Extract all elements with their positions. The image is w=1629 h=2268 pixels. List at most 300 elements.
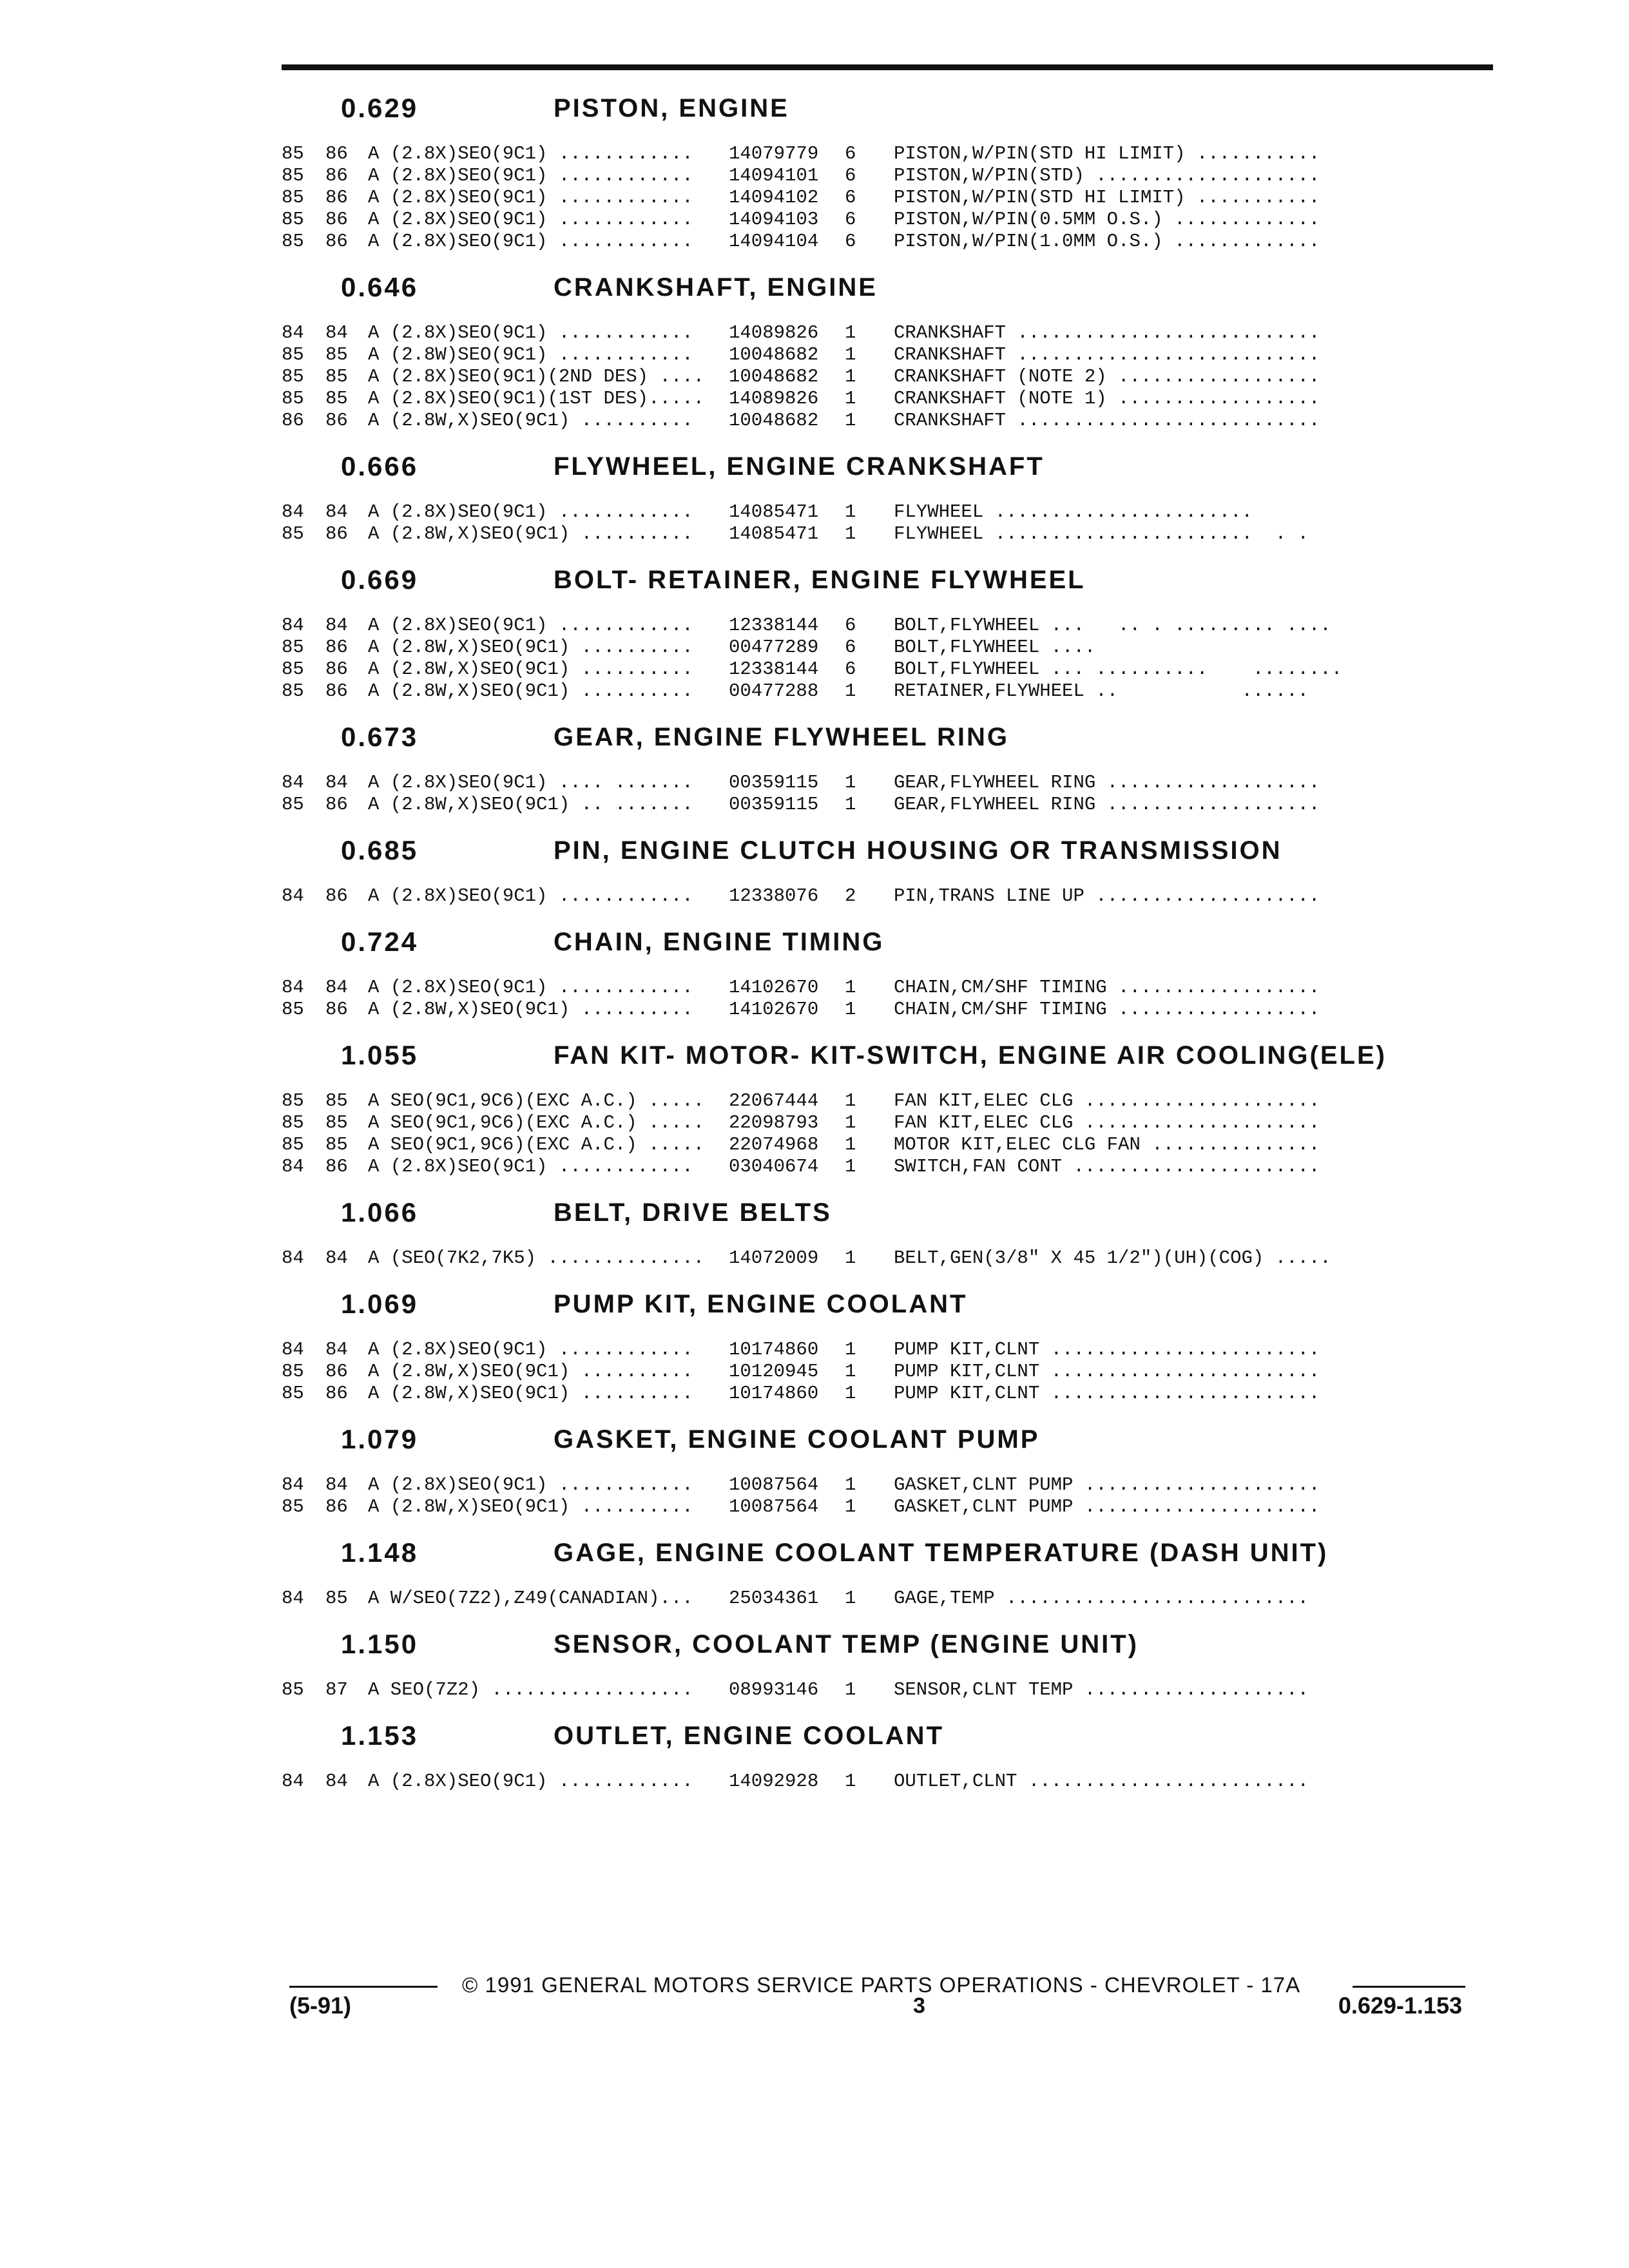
application: A SEO(9C1,9C6)(EXC A.C.) ..... — [368, 1090, 705, 1111]
part-number: 00359115 — [729, 794, 819, 815]
part-description: MOTOR KIT,ELEC CLG FAN ............... — [894, 1134, 1320, 1155]
part-number: 14085471 — [729, 501, 819, 523]
section-title: SENSOR, COOLANT TEMP (ENGINE UNIT) — [554, 1630, 1139, 1658]
section-heading — [282, 1718, 1493, 1754]
parts-table — [282, 772, 1493, 816]
year-to: 86 — [325, 143, 348, 164]
year-from: 84 — [282, 772, 304, 793]
year-to: 86 — [325, 1383, 348, 1404]
section-title: CHAIN, ENGINE TIMING — [554, 928, 885, 956]
part-number: 22067444 — [729, 1090, 819, 1111]
part-number: 12338144 — [729, 615, 819, 636]
part-number: 12338144 — [729, 658, 819, 680]
part-number: 10048682 — [729, 344, 819, 365]
year-from: 84 — [282, 322, 304, 343]
table-row — [282, 1361, 1493, 1383]
part-description: PISTON,W/PIN(STD HI LIMIT) ........... — [894, 143, 1320, 164]
part-description: FAN KIT,ELEC CLG ..................... — [894, 1112, 1320, 1133]
section-number: 0.685 — [341, 835, 419, 865]
section-number: 1.150 — [341, 1629, 419, 1659]
year-to: 84 — [325, 322, 348, 343]
application: A (2.8X)SEO(9C1)(2ND DES) .... — [368, 366, 705, 387]
part-description: CRANKSHAFT ........................... — [894, 344, 1320, 365]
section-title: BOLT- RETAINER, ENGINE FLYWHEEL — [554, 566, 1086, 594]
part-description: SENSOR,CLNT TEMP .................... — [894, 1679, 1309, 1700]
year-from: 85 — [282, 231, 304, 252]
year-from: 85 — [282, 187, 304, 208]
table-row — [282, 1771, 1493, 1792]
table-row — [282, 344, 1493, 366]
parts-section — [282, 1037, 1493, 1178]
application: A (2.8W,X)SEO(9C1) .......... — [368, 523, 693, 544]
table-row — [282, 366, 1493, 388]
table-row — [282, 187, 1493, 209]
part-description: CHAIN,CM/SHF TIMING .................. — [894, 977, 1320, 998]
quantity: 1 — [845, 977, 856, 998]
section-title: PUMP KIT, ENGINE COOLANT — [554, 1290, 968, 1318]
year-from: 85 — [282, 658, 304, 680]
application: A (2.8X)SEO(9C1) ............ — [368, 885, 693, 907]
footer-section-range: 0.629-1.153 — [1338, 1992, 1462, 2019]
year-from: 84 — [282, 1588, 304, 1609]
year-from: 85 — [282, 1361, 304, 1382]
year-to: 85 — [325, 1090, 348, 1111]
parts-section — [282, 1195, 1493, 1269]
section-title: CRANKSHAFT, ENGINE — [554, 273, 878, 302]
parts-table — [282, 1771, 1493, 1792]
quantity: 1 — [845, 772, 856, 793]
table-row — [282, 231, 1493, 253]
part-number: 14089826 — [729, 322, 819, 343]
year-from: 85 — [282, 1496, 304, 1517]
part-description: OUTLET,CLNT ......................... — [894, 1771, 1309, 1792]
table-row — [282, 977, 1493, 999]
parts-section — [282, 832, 1493, 907]
application: A (2.8W,X)SEO(9C1) .......... — [368, 999, 693, 1020]
quantity: 6 — [845, 658, 856, 680]
year-from: 84 — [282, 615, 304, 636]
part-description: PISTON,W/PIN(STD) .................... — [894, 165, 1320, 186]
table-row — [282, 999, 1493, 1021]
quantity: 1 — [845, 388, 856, 409]
year-to: 86 — [325, 885, 348, 907]
table-row — [282, 1496, 1493, 1518]
year-to: 86 — [325, 410, 348, 431]
year-from: 86 — [282, 410, 304, 431]
year-to: 86 — [325, 637, 348, 658]
quantity: 1 — [845, 1134, 856, 1155]
part-number: 12338076 — [729, 885, 819, 907]
table-row — [282, 165, 1493, 187]
year-from: 84 — [282, 977, 304, 998]
year-to: 85 — [325, 1112, 348, 1133]
section-heading — [282, 562, 1493, 598]
section-heading — [282, 719, 1493, 755]
part-description: CRANKSHAFT ........................... — [894, 322, 1320, 343]
year-to: 85 — [325, 388, 348, 409]
table-row — [282, 523, 1493, 545]
parts-section — [282, 1535, 1493, 1610]
application: A (2.8X)SEO(9C1)(1ST DES)..... — [368, 388, 705, 409]
footer-rule-right — [1353, 1986, 1465, 1988]
application: A (2.8W,X)SEO(9C1) .......... — [368, 637, 693, 658]
quantity: 1 — [845, 1383, 856, 1404]
table-row — [282, 637, 1493, 658]
section-heading — [282, 832, 1493, 869]
section-number: 1.066 — [341, 1197, 419, 1227]
year-from: 85 — [282, 794, 304, 815]
section-number: 0.629 — [341, 93, 419, 123]
section-heading — [282, 1195, 1493, 1231]
year-from: 84 — [282, 1771, 304, 1792]
part-description: CRANKSHAFT ........................... — [894, 410, 1320, 431]
year-from: 85 — [282, 344, 304, 365]
table-row — [282, 388, 1493, 410]
application: A (2.8X)SEO(9C1) ............ — [368, 187, 693, 208]
year-to: 87 — [325, 1679, 348, 1700]
parts-section — [282, 269, 1493, 432]
year-from: 85 — [282, 209, 304, 230]
year-from: 84 — [282, 885, 304, 907]
quantity: 1 — [845, 322, 856, 343]
year-from: 85 — [282, 999, 304, 1020]
section-heading — [282, 1626, 1493, 1662]
application: A (2.8W,X)SEO(9C1) .. ....... — [368, 794, 693, 815]
part-description: GEAR,FLYWHEEL RING ................... — [894, 794, 1320, 815]
quantity: 1 — [845, 680, 856, 702]
part-number: 14079779 — [729, 143, 819, 164]
part-number: 25034361 — [729, 1588, 819, 1609]
quantity: 6 — [845, 165, 856, 186]
part-description: BOLT,FLYWHEEL ... .......... ........ — [894, 658, 1343, 680]
table-row — [282, 1588, 1493, 1610]
year-from: 85 — [282, 165, 304, 186]
quantity: 1 — [845, 410, 856, 431]
application: A (SEO(7K2,7K5) .............. — [368, 1247, 705, 1269]
application: A SEO(9C1,9C6)(EXC A.C.) ..... — [368, 1134, 705, 1155]
section-heading — [282, 924, 1493, 960]
section-title: OUTLET, ENGINE COOLANT — [554, 1722, 944, 1750]
table-row — [282, 501, 1493, 523]
parts-table — [282, 322, 1493, 432]
section-number: 0.646 — [341, 272, 419, 302]
year-from: 84 — [282, 1247, 304, 1269]
part-number: 00359115 — [729, 772, 819, 793]
quantity: 1 — [845, 999, 856, 1020]
year-to: 84 — [325, 772, 348, 793]
table-row — [282, 658, 1493, 680]
parts-section — [282, 1718, 1493, 1792]
part-description: FLYWHEEL ....................... . . — [894, 523, 1309, 544]
year-from: 85 — [282, 1383, 304, 1404]
table-row — [282, 1339, 1493, 1361]
part-description: PUMP KIT,CLNT ........................ — [894, 1383, 1320, 1404]
part-description: FAN KIT,ELEC CLG ..................... — [894, 1090, 1320, 1111]
section-heading — [282, 448, 1493, 485]
year-to: 84 — [325, 1247, 348, 1269]
part-number: 14089826 — [729, 388, 819, 409]
quantity: 2 — [845, 885, 856, 907]
section-heading — [282, 269, 1493, 305]
year-to: 84 — [325, 501, 348, 523]
parts-table — [282, 1474, 1493, 1518]
application: A (2.8X)SEO(9C1) ............ — [368, 322, 693, 343]
year-from: 84 — [282, 1474, 304, 1495]
table-row — [282, 615, 1493, 637]
application: A (2.8X)SEO(9C1) ............ — [368, 1474, 693, 1495]
quantity: 1 — [845, 1474, 856, 1495]
quantity: 6 — [845, 637, 856, 658]
part-number: 10048682 — [729, 410, 819, 431]
table-row — [282, 1090, 1493, 1112]
section-title: FAN KIT- MOTOR- KIT-SWITCH, ENGINE AIR COOLING(ELE) — [554, 1041, 1387, 1070]
year-to: 86 — [325, 1496, 348, 1517]
part-number: 22098793 — [729, 1112, 819, 1133]
section-title: PIN, ENGINE CLUTCH HOUSING OR TRANSMISSION — [554, 836, 1282, 865]
part-description: CRANKSHAFT (NOTE 1) .................. — [894, 388, 1320, 409]
part-number: 14072009 — [729, 1247, 819, 1269]
application: A SEO(7Z2) .................. — [368, 1679, 693, 1700]
section-heading — [282, 1421, 1493, 1457]
section-number: 1.069 — [341, 1289, 419, 1319]
application: A (2.8X)SEO(9C1) ............ — [368, 231, 693, 252]
parts-table — [282, 143, 1493, 253]
section-title: PISTON, ENGINE — [554, 94, 789, 122]
section-heading — [282, 1037, 1493, 1073]
part-number: 10087564 — [729, 1474, 819, 1495]
part-number: 10174860 — [729, 1339, 819, 1360]
part-description: RETAINER,FLYWHEEL .. ...... — [894, 680, 1309, 702]
part-description: PUMP KIT,CLNT ........................ — [894, 1361, 1320, 1382]
quantity: 1 — [845, 1090, 856, 1111]
part-description: PISTON,W/PIN(STD HI LIMIT) ........... — [894, 187, 1320, 208]
parts-table — [282, 1679, 1493, 1701]
parts-table — [282, 615, 1493, 702]
quantity: 1 — [845, 1339, 856, 1360]
year-to: 84 — [325, 1474, 348, 1495]
application: A (2.8X)SEO(9C1) ............ — [368, 615, 693, 636]
parts-table — [282, 885, 1493, 907]
footer-copyright: © 1991 GENERAL MOTORS SERVICE PARTS OPERATIONS - CHEVROLET - 17A — [462, 1973, 1301, 1997]
quantity: 1 — [845, 344, 856, 365]
part-number: 22074968 — [729, 1134, 819, 1155]
quantity: 6 — [845, 209, 856, 230]
year-from: 85 — [282, 523, 304, 544]
year-to: 84 — [325, 615, 348, 636]
part-description: BOLT,FLYWHEEL .... — [894, 637, 1096, 658]
section-list — [282, 90, 1493, 1809]
year-to: 85 — [325, 1134, 348, 1155]
year-to: 85 — [325, 366, 348, 387]
year-to: 86 — [325, 658, 348, 680]
part-description: GEAR,FLYWHEEL RING ................... — [894, 772, 1320, 793]
year-from: 85 — [282, 143, 304, 164]
part-description: GAGE,TEMP ........................... — [894, 1588, 1309, 1609]
application: A (2.8X)SEO(9C1) ............ — [368, 209, 693, 230]
part-number: 14092928 — [729, 1771, 819, 1792]
quantity: 1 — [845, 1496, 856, 1517]
application: A (2.8X)SEO(9C1) ............ — [368, 143, 693, 164]
quantity: 1 — [845, 1156, 856, 1177]
application: A (2.8W,X)SEO(9C1) .......... — [368, 1361, 693, 1382]
parts-section — [282, 1286, 1493, 1405]
parts-section — [282, 90, 1493, 253]
table-row — [282, 209, 1493, 231]
table-row — [282, 772, 1493, 794]
year-to: 85 — [325, 1588, 348, 1609]
year-to: 86 — [325, 1361, 348, 1382]
part-description: CRANKSHAFT (NOTE 2) .................. — [894, 366, 1320, 387]
table-row — [282, 680, 1493, 702]
quantity: 1 — [845, 501, 856, 523]
application: A (2.8W,X)SEO(9C1) .......... — [368, 1383, 693, 1404]
quantity: 6 — [845, 231, 856, 252]
year-to: 86 — [325, 209, 348, 230]
year-from: 85 — [282, 1090, 304, 1111]
part-number: 14085471 — [729, 523, 819, 544]
footer-page-number: 3 — [913, 1994, 925, 2018]
application: A (2.8X)SEO(9C1) ............ — [368, 1156, 693, 1177]
table-row — [282, 885, 1493, 907]
application: A (2.8W,X)SEO(9C1) .......... — [368, 1496, 693, 1517]
table-row — [282, 794, 1493, 816]
part-number: 14094104 — [729, 231, 819, 252]
year-from: 85 — [282, 1679, 304, 1700]
year-to: 86 — [325, 794, 348, 815]
quantity: 6 — [845, 187, 856, 208]
top-rule — [282, 64, 1493, 70]
table-row — [282, 1156, 1493, 1178]
section-number: 0.669 — [341, 564, 419, 595]
year-from: 84 — [282, 1339, 304, 1360]
quantity: 1 — [845, 366, 856, 387]
table-row — [282, 143, 1493, 165]
year-to: 84 — [325, 1339, 348, 1360]
application: A SEO(9C1,9C6)(EXC A.C.) ..... — [368, 1112, 705, 1133]
section-title: GEAR, ENGINE FLYWHEEL RING — [554, 723, 1009, 751]
section-number: 1.079 — [341, 1424, 419, 1454]
table-row — [282, 1247, 1493, 1269]
section-title: BELT, DRIVE BELTS — [554, 1198, 832, 1227]
quantity: 1 — [845, 1588, 856, 1609]
part-description: SWITCH,FAN CONT ...................... — [894, 1156, 1320, 1177]
year-to: 86 — [325, 523, 348, 544]
application: A (2.8X)SEO(9C1) ............ — [368, 977, 693, 998]
parts-table — [282, 977, 1493, 1021]
quantity: 1 — [845, 523, 856, 544]
year-to: 84 — [325, 977, 348, 998]
year-from: 85 — [282, 388, 304, 409]
application: A (2.8X)SEO(9C1) ............ — [368, 501, 693, 523]
part-number: 00477289 — [729, 637, 819, 658]
year-from: 85 — [282, 680, 304, 702]
application: A (2.8X)SEO(9C1) ............ — [368, 1339, 693, 1360]
table-row — [282, 1474, 1493, 1496]
table-row — [282, 1679, 1493, 1701]
part-description: BELT,GEN(3/8" X 45 1/2")(UH)(COG) ..... — [894, 1247, 1331, 1269]
application: A (2.8W)SEO(9C1) ............ — [368, 344, 693, 365]
application: A (2.8W,X)SEO(9C1) .......... — [368, 410, 693, 431]
quantity: 1 — [845, 1361, 856, 1382]
application: A (2.8W,X)SEO(9C1) .......... — [368, 658, 693, 680]
footer-rule-left — [289, 1986, 438, 1988]
year-from: 85 — [282, 1112, 304, 1133]
year-from: 85 — [282, 637, 304, 658]
parts-section — [282, 924, 1493, 1021]
section-number: 0.724 — [341, 927, 419, 957]
section-heading — [282, 1535, 1493, 1571]
parts-section — [282, 1626, 1493, 1701]
quantity: 1 — [845, 1247, 856, 1269]
parts-section — [282, 719, 1493, 816]
part-number: 14094102 — [729, 187, 819, 208]
part-description: PISTON,W/PIN(1.0MM O.S.) ............. — [894, 231, 1320, 252]
year-to: 86 — [325, 231, 348, 252]
table-row — [282, 1383, 1493, 1405]
section-number: 1.148 — [341, 1537, 419, 1568]
section-title: GASKET, ENGINE COOLANT PUMP — [554, 1425, 1040, 1454]
year-from: 85 — [282, 1134, 304, 1155]
parts-table — [282, 1588, 1493, 1610]
part-number: 08993146 — [729, 1679, 819, 1700]
part-number: 14094103 — [729, 209, 819, 230]
part-description: PUMP KIT,CLNT ........................ — [894, 1339, 1320, 1360]
parts-table — [282, 1247, 1493, 1269]
quantity: 1 — [845, 1771, 856, 1792]
part-description: GASKET,CLNT PUMP ..................... — [894, 1496, 1320, 1517]
year-to: 86 — [325, 1156, 348, 1177]
year-to: 86 — [325, 187, 348, 208]
quantity: 1 — [845, 794, 856, 815]
section-heading — [282, 90, 1493, 126]
section-title: FLYWHEEL, ENGINE CRANKSHAFT — [554, 452, 1045, 481]
application: A (2.8W,X)SEO(9C1) .......... — [368, 680, 693, 702]
part-description: FLYWHEEL ....................... — [894, 501, 1253, 523]
quantity: 1 — [845, 1112, 856, 1133]
part-description: PISTON,W/PIN(0.5MM O.S.) ............. — [894, 209, 1320, 230]
parts-table — [282, 1339, 1493, 1405]
table-row — [282, 1134, 1493, 1156]
year-to: 85 — [325, 344, 348, 365]
quantity: 1 — [845, 1679, 856, 1700]
parts-section — [282, 1421, 1493, 1518]
year-to: 86 — [325, 680, 348, 702]
part-number: 14094101 — [729, 165, 819, 186]
year-from: 84 — [282, 501, 304, 523]
section-heading — [282, 1286, 1493, 1322]
part-description: CHAIN,CM/SHF TIMING .................. — [894, 999, 1320, 1020]
year-to: 86 — [325, 165, 348, 186]
year-from: 84 — [282, 1156, 304, 1177]
quantity: 6 — [845, 615, 856, 636]
part-number: 14102670 — [729, 977, 819, 998]
part-description: PIN,TRANS LINE UP .................... — [894, 885, 1320, 907]
part-description: GASKET,CLNT PUMP ..................... — [894, 1474, 1320, 1495]
year-from: 85 — [282, 366, 304, 387]
application: A (2.8X)SEO(9C1) .... ....... — [368, 772, 693, 793]
part-number: 10048682 — [729, 366, 819, 387]
application: A W/SEO(7Z2),Z49(CANADIAN)... — [368, 1588, 693, 1609]
parts-table — [282, 501, 1493, 545]
parts-table — [282, 1090, 1493, 1178]
table-row — [282, 1112, 1493, 1134]
part-description: BOLT,FLYWHEEL ... .. . ......... .... — [894, 615, 1331, 636]
quantity: 6 — [845, 143, 856, 164]
year-to: 86 — [325, 999, 348, 1020]
parts-section — [282, 562, 1493, 702]
parts-section — [282, 448, 1493, 545]
section-number: 1.055 — [341, 1040, 419, 1070]
